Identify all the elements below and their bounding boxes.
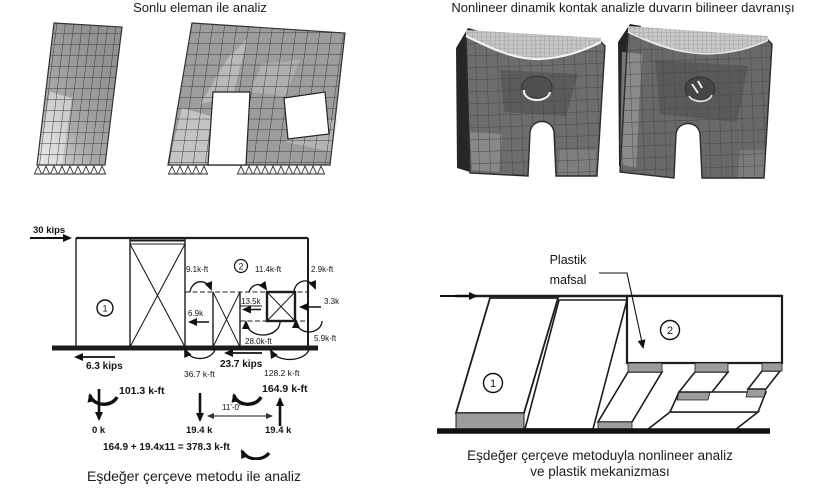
- caption-top-left: Sonlu eleman ile analiz: [133, 0, 267, 15]
- caption-bottom-right: [430, 448, 770, 480]
- moment-label: 2.9k-ft: [311, 265, 334, 274]
- moment-label: 36.7 k-ft: [184, 369, 215, 379]
- moment-label: 5.9k-ft: [314, 334, 337, 343]
- fem-mesh-figure: [0, 0, 420, 188]
- axial-label: 0 k: [92, 425, 106, 436]
- hinge-label-line2: mafsal: [549, 273, 587, 287]
- lateral-load-label: 30 kips: [33, 225, 66, 236]
- spandrel-2: [627, 296, 782, 363]
- caption-line1: Eşdeğer çerçeve metoduyla nonlineer analiz: [467, 448, 733, 463]
- plastic-hinge-block: [762, 363, 782, 371]
- axial-label: 19.4 k: [186, 425, 213, 436]
- frame-outline: [52, 238, 318, 348]
- equation-label: 164.9 + 19.4x11 = 378.3 k-ft: [103, 442, 230, 453]
- base-shear-label: 6.3 kips: [86, 361, 123, 372]
- svg-text:1: 1: [489, 378, 497, 390]
- supports-row: [237, 166, 324, 174]
- svg-text:2: 2: [666, 325, 674, 337]
- shear-label: 3.3k: [324, 297, 340, 306]
- contact-zone: [522, 76, 552, 98]
- moment-label: 28.0k-ft: [245, 337, 272, 346]
- caption-top-right: Nonlineer dinamik kontak analizle duvarın bilineer davranışı: [451, 0, 795, 15]
- plastic-hinge-block: [695, 363, 728, 372]
- plastic-mechanism-figure: [420, 240, 829, 450]
- equivalent-frame-figure: [0, 210, 420, 460]
- moment-label: 128.2 k-ft: [264, 368, 300, 378]
- moment-label: 164.9 k-ft: [262, 383, 308, 395]
- contact-wall-left: [456, 28, 605, 176]
- window-opening: [284, 92, 329, 139]
- spandrel-moment-curls: [190, 281, 322, 335]
- door-opening: [208, 92, 250, 165]
- pier-b: [679, 372, 728, 392]
- caption-line2: ve plastik mekanizması: [530, 464, 670, 479]
- fem-wall-with-openings: [168, 23, 345, 174]
- svg-text:1: 1: [102, 303, 108, 314]
- axial-label: 19.4 k: [265, 425, 292, 436]
- zone-2-marker: [661, 321, 680, 340]
- plastic-hinge-block: [628, 363, 662, 372]
- zone-2-marker: [235, 260, 248, 273]
- fem-wall-solid: [34, 23, 122, 174]
- hinge-label-line1: Plastik: [549, 253, 587, 267]
- svg-text:2: 2: [238, 261, 244, 272]
- plastic-hinge-block: [677, 392, 710, 400]
- shear-label: 13.5k: [241, 297, 261, 306]
- pier-c: [748, 371, 780, 389]
- shear-label: 6.9k: [188, 309, 204, 318]
- supports-row: [168, 166, 207, 174]
- contact-analysis-figure: [420, 0, 829, 188]
- plastic-hinge-block: [746, 389, 766, 397]
- zone-1-marker: [484, 374, 503, 393]
- base-shear-label: 23.7 kips: [220, 359, 263, 370]
- contact-wall-right: [618, 24, 772, 178]
- dimension-label: 11'-0": [222, 403, 242, 412]
- moment-label: 101.3 k-ft: [119, 385, 165, 397]
- caption-bottom-left: Eşdeğer çerçeve metodu ile analiz: [86, 468, 301, 484]
- zone-1-marker: [97, 300, 113, 316]
- supports-row: [34, 166, 105, 174]
- moment-label: 11.4k-ft: [255, 265, 282, 274]
- moment-label: 9.1k-ft: [186, 265, 209, 274]
- pier-a: [598, 372, 662, 422]
- pier-d: [647, 412, 758, 430]
